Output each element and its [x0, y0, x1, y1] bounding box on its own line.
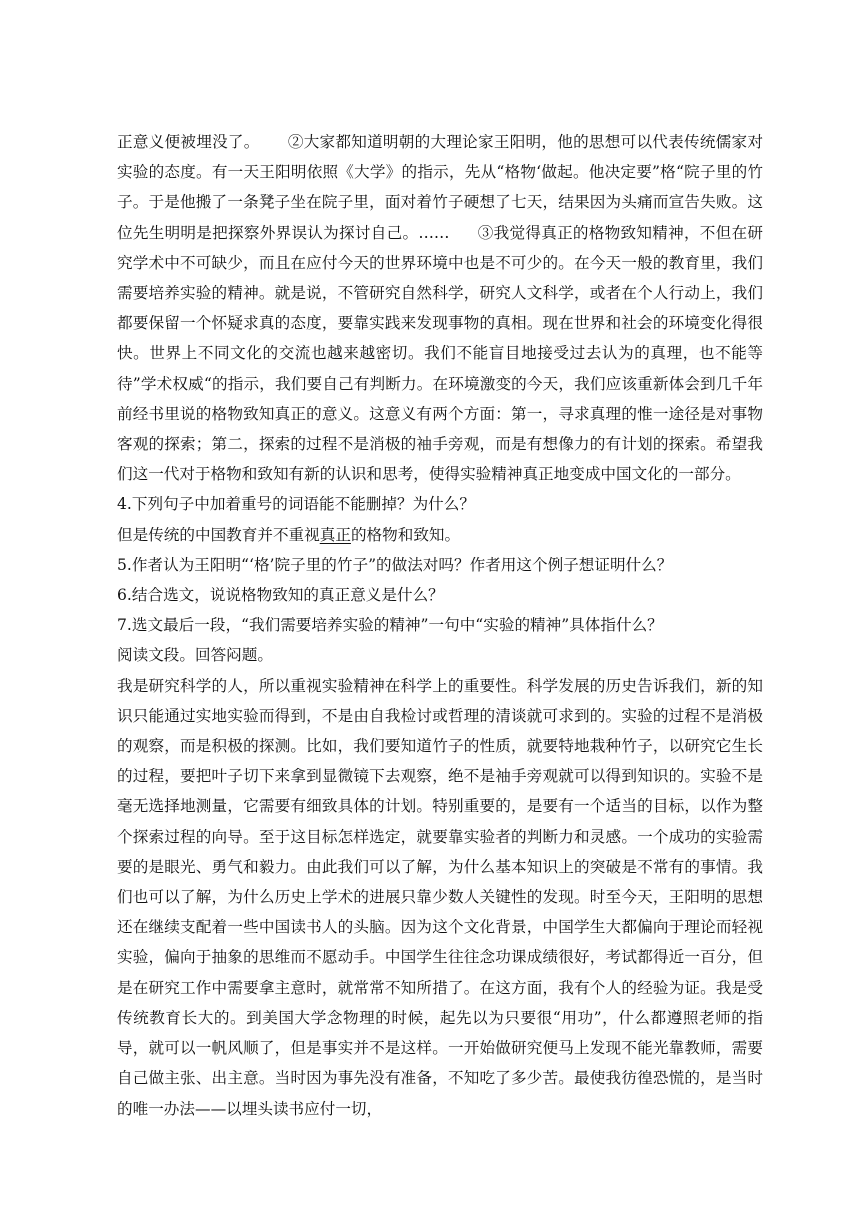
- passage-part-b: ②大家都知道明朝的大理论家王阳明，他的思想可以代表传统儒家对实验的态度。有一天王阳明依照《大学》的指示，先从“格物‘做起。他决定要”格“院子里的竹子。于是他搬了一条凳子坐在院子里，面对着竹子硬想了七天，结果因为头痛而宣告失败。这位先生明明是把探察外界误认为探讨自己。……: [117, 133, 763, 242]
- passage-part-a: 正意义便被埋没了。: [117, 133, 260, 151]
- passage-paragraph-1: [117, 127, 763, 489]
- question-6: 6.结合选文，说说格物致知的真正意义是什么？: [117, 586, 444, 605]
- question-4-sentence: [117, 520, 763, 550]
- question-4: 4.下列句子中加着重号的词语能不能删掉？为什么？: [117, 495, 475, 514]
- q4-sentence-after: 的格物和致知。: [350, 525, 461, 544]
- passage-paragraph-2: 我是研究科学的人，所以重视实验精神在科学上的重要性。科学发展的历史告诉我们，新的知识只能通过实地实验而得到，不是由自我检讨或哲理的清谈就可求到的。实验的过程不是消极的观察，而是积极的探测。比如，我们要知道竹子的性质，就要特地栽种竹子，以研究它生长的过程，要把叶子切下来拿到显微镜下去观察，绝不是袖手旁观就可以得到知识的。实验不是毫无选择地测量，它需要有细致具体的计划。特别重要的，是要有一个适当的目标，以作为整个探索过程的向导。至于这目标怎样选定，就要靠实验者的判断力和灵感。一个成功的实验需要的是眼光、勇气和毅力。由此我们可以了解，为什么基本知识上的突破是不常有的事情。我们也可以了解，为什么历史上学术的进展只靠少数人关键性的发现。时至今天，王阳明的思想还在继续支配着一些中国读书人的头脑。因为这个文化背景，中国学生大都偏向于理论而轻视实验，偏向于抽象的思维而不愿动手。中国学生往往念功课成绩很好，考试都得近一百分，但是在研究工作中需要拿主意时，就常常不知所措了。在这方面，我有个人的经验为证。我是受传统教育长大的。到美国大学念物理的时候，起先以为只要很“用功”，什么都遵照老师的指导，就可以一帆风顺了，但是事实并不是这样。一开始做研究便马上发现不能光靠教师，需要自己做主张、出主意。当时因为事先没有准备，不知吃了多少苦。最使我彷徨恐慌的，是当时的唯一办法——以埋头读书应付一切，: [117, 676, 763, 1118]
- question-7: 7.选文最后一段，“我们需要培养实验的精神”一句中“实验的精神”具体指什么？: [117, 616, 663, 635]
- q4-sentence-before: 但是传统的中国教育并不重视: [117, 525, 320, 544]
- passage-part-c: ③我觉得真正的格物致知精神，不但在研究学术中不可缺少，而且在应付今天的世界环境中也是不可少的。在今天一般的教育里，我们需要培养实验的精神。就是说，不管研究自然科学，研究人文科学，或者在个人行动上，我们都要保留一个怀疑求真的态度，要靠实践来发现事物的真相。现在世界和社会的环境变化得很快。世界上不同文化的交流也越来越密切。我们不能盲目地接受过去认为的真理，也不能等待”学术权威“的指示，我们要自己有判断力。在环境激变的今天，我们应该重新体会到几千年前经书里说的格物致知真正的意义。这意义有两个方面：第一，寻求真理的惟一途径是对事物客观的探索；第二，探索的过程不是消极的袖手旁观，而是有想像力的有计划的探索。希望我们这一代对于格物和致知有新的认识和思考，使得实验精神真正地变成中国文化的一部分。: [117, 223, 763, 484]
- section-heading: 阅读文段。回答闷题。: [117, 646, 273, 665]
- q4-emphasized-word: 真正: [319, 525, 351, 544]
- question-5: 5.作者认为王阳明“‘格’院子里的竹子”的做法对吗？作者用这个例子想证明什么？: [117, 555, 673, 574]
